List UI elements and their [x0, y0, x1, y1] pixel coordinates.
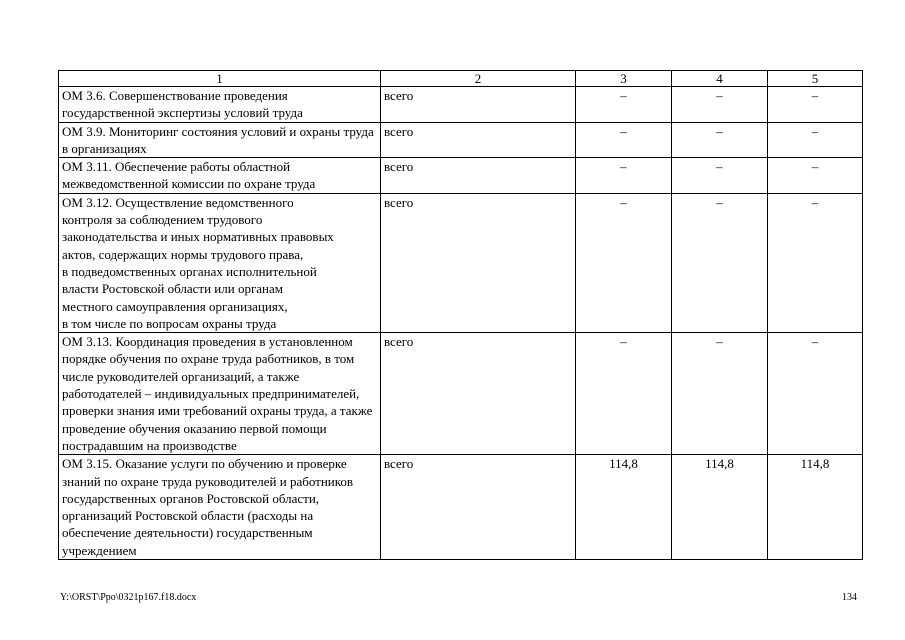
value-col3: –	[576, 193, 672, 332]
value-col4: –	[672, 333, 768, 455]
measure-name-line: актов, содержащих нормы трудового права,	[62, 246, 304, 262]
measure-name-line: ОМ 3.12. Осуществление ведомственного	[62, 194, 294, 210]
funding-kind: всего	[381, 333, 576, 455]
value-col3: –	[576, 87, 672, 123]
measure-name-line: в том числе по вопросам охраны труда	[62, 315, 277, 331]
budget-table	[58, 70, 863, 560]
table-row-om-3-13	[59, 333, 863, 455]
measure-name-line: законодательства и иных нормативных правовых	[62, 229, 334, 245]
value-col4: –	[672, 87, 768, 123]
measure-name: ОМ 3.11. Обеспечение работы областной межведомственной комиссии по охране труда	[59, 158, 381, 194]
value-col5: –	[768, 158, 863, 194]
table-header-row	[59, 71, 863, 87]
measure-name: ОМ 3.6. Совершенствование проведения государственной экспертизы условий труда	[59, 87, 381, 123]
funding-kind: всего	[381, 87, 576, 123]
value-col5: –	[768, 87, 863, 123]
funding-kind: всего	[381, 455, 576, 560]
value-col4: –	[672, 122, 768, 158]
table-row-om-3-11	[59, 158, 863, 194]
table-row-om-3-12	[59, 193, 863, 332]
value-col3: 114,8	[576, 455, 672, 560]
table-row-om-3-6	[59, 87, 863, 123]
funding-kind: всего	[381, 122, 576, 158]
column-header-5: 5	[768, 71, 863, 87]
measure-name-line: местного самоуправления организациях,	[62, 298, 288, 314]
value-col3: –	[576, 122, 672, 158]
column-header-2: 2	[381, 71, 576, 87]
funding-kind: всего	[381, 193, 576, 332]
measure-name-line: в подведомственных органах исполнительной	[62, 263, 317, 279]
document-file-path: Y:\ORST\Ppo\0321p167.f18.docx	[60, 592, 197, 603]
value-col3: –	[576, 158, 672, 194]
value-col4: –	[672, 158, 768, 194]
measure-name-line: контроля за соблюдением трудового	[62, 212, 263, 228]
table-row-om-3-9	[59, 122, 863, 158]
measure-name	[59, 193, 381, 332]
table-row-om-3-15	[59, 455, 863, 560]
measure-name: ОМ 3.13. Координация проведения в установленном порядке обучения по охране труда работников, в том числе руководителей организаций, а также работодателей – индивидуальных предпринимателей, проверки знания ими требований охраны труда, а также проведение обучения оказанию первой помощи пострадавшим на производстве	[59, 333, 381, 455]
measure-name-line: власти Ростовской области или органам	[62, 281, 283, 297]
value-col5: 114,8	[768, 455, 863, 560]
page-number: 134	[842, 592, 857, 603]
value-col4: 114,8	[672, 455, 768, 560]
measure-name: ОМ 3.9. Мониторинг состояния условий и охраны труда в организациях	[59, 122, 381, 158]
funding-kind: всего	[381, 158, 576, 194]
column-header-1: 1	[59, 71, 381, 87]
column-header-4: 4	[672, 71, 768, 87]
value-col5: –	[768, 333, 863, 455]
value-col5: –	[768, 193, 863, 332]
value-col4: –	[672, 193, 768, 332]
value-col5: –	[768, 122, 863, 158]
value-col3: –	[576, 333, 672, 455]
column-header-3: 3	[576, 71, 672, 87]
measure-name: ОМ 3.15. Оказание услуги по обучению и проверке знаний по охране труда руководителей и работников государственных органов Ростовской области, организаций Ростовской области (расходы на обеспечение деятельности) государственным учреждением	[59, 455, 381, 560]
